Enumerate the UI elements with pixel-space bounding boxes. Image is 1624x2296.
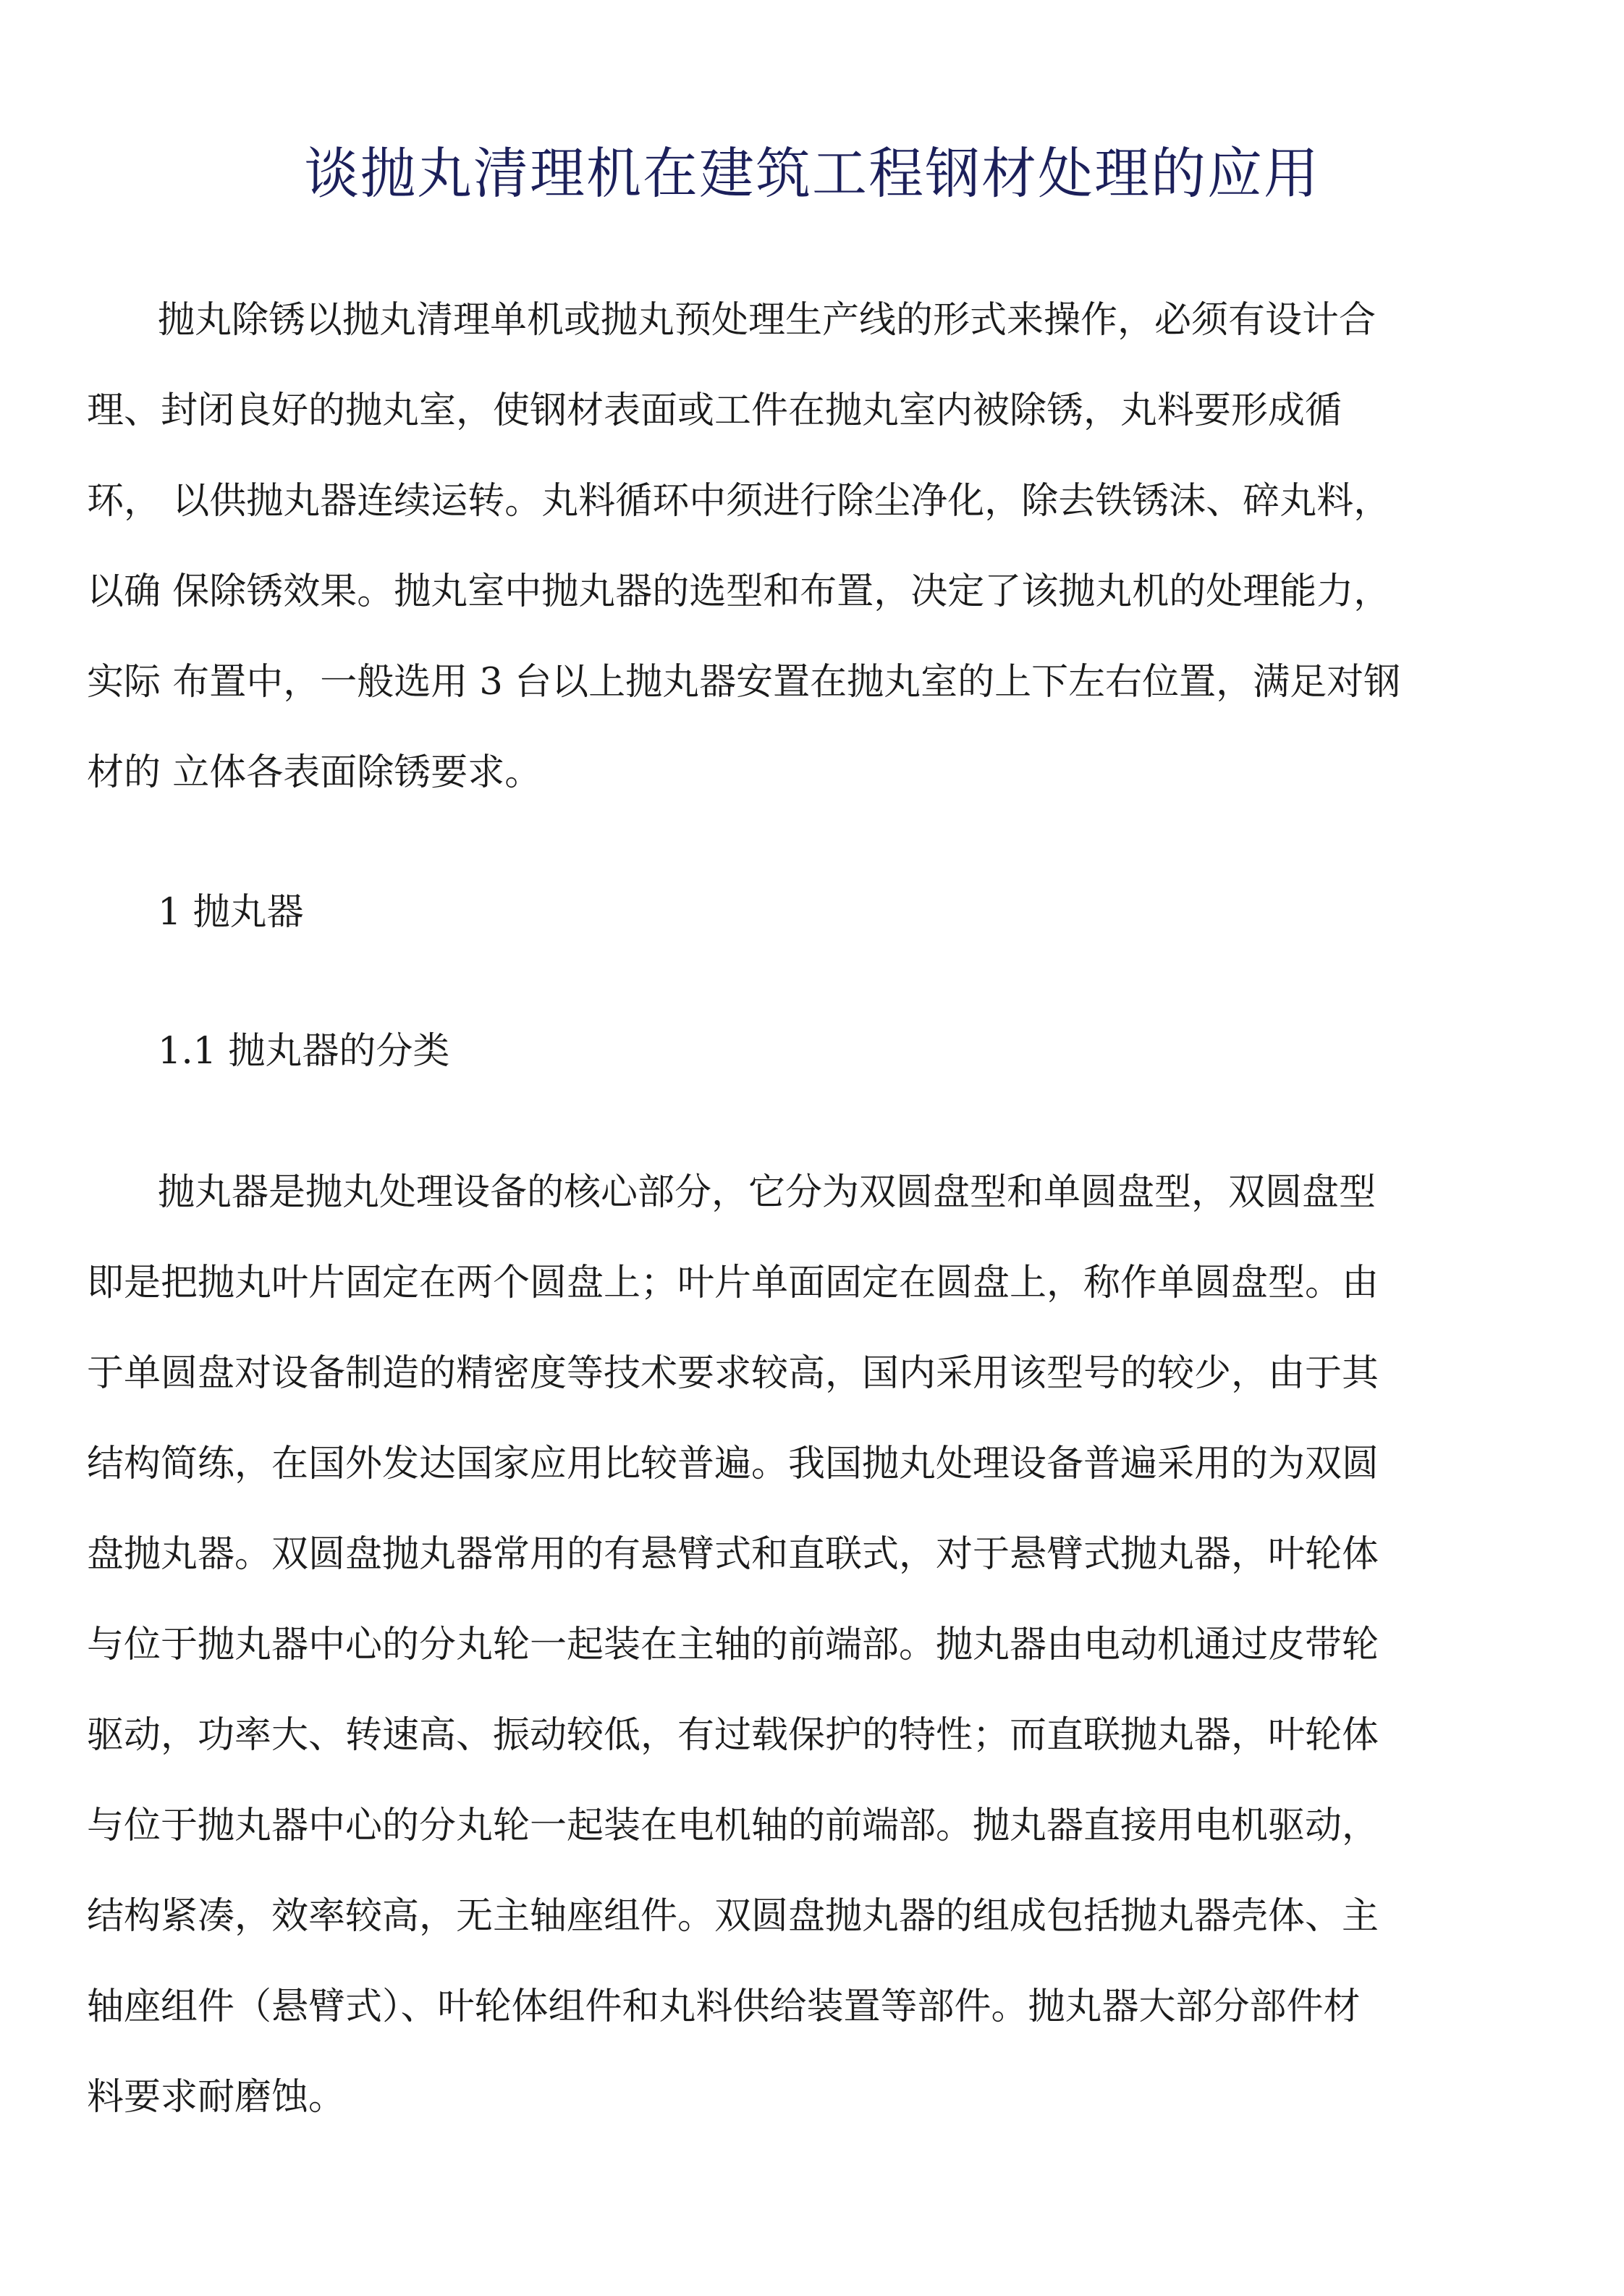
- paragraph-2-line-3: 于单圆盘对设备制造的精密度等技术要求较高，国内采用该型号的较少，由于其: [87, 1352, 1379, 1395]
- paragraph-2-line-7: 驱动，功率大、转速高、振动较低，有过载保护的特性；而直联抛丸器，叶轮体: [87, 1714, 1379, 1757]
- paragraph-2-line-9: 结构紧凑，效率较高，无主轴座组件。双圆盘抛丸器的组成包括抛丸器壳体、主: [87, 1895, 1379, 1938]
- section-heading-1-1: 1.1 抛丸器的分类: [158, 1030, 450, 1073]
- paragraph-1-line-4: 以确 保除锈效果。抛丸室中抛丸器的选型和布置，决定了该抛丸机的处理能力，: [87, 570, 1391, 613]
- paragraph-1-line-5: 实际 布置中，一般选用 3 台以上抛丸器安置在抛丸室的上下左右位置，满足对钢: [87, 661, 1401, 704]
- paragraph-2-line-1: 抛丸器是抛丸处理设备的核心部分，它分为双圆盘型和单圆盘型，双圆盘型: [158, 1171, 1376, 1214]
- paragraph-2-line-2: 即是把抛丸叶片固定在两个圆盘上；叶片单面固定在圆盘上，称作单圆盘型。由: [87, 1262, 1379, 1304]
- paragraph-2-line-4: 结构简练，在国外发达国家应用比较普遍。我国抛丸处理设备普遍采用的为双圆: [87, 1443, 1379, 1485]
- paragraph-1-line-6: 材的 立体各表面除锈要求。: [87, 751, 542, 794]
- paragraph-2-line-5: 盘抛丸器。双圆盘抛丸器常用的有悬臂式和直联式，对于悬臂式抛丸器，叶轮体: [87, 1533, 1379, 1576]
- paragraph-2-line-10: 轴座组件（悬臂式）、叶轮体组件和丸料供给装置等部件。抛丸器大部分部件材: [87, 1985, 1361, 2028]
- paragraph-2-line-6: 与位于抛丸器中心的分丸轮一起装在主轴的前端部。抛丸器由电动机通过皮带轮: [87, 1624, 1379, 1666]
- paragraph-1-line-1: 抛丸除锈以抛丸清理单机或抛丸预处理生产线的形式来操作，必须有设计合: [158, 299, 1376, 342]
- section-heading-1: 1 抛丸器: [158, 891, 304, 934]
- paragraph-2-line-11: 料要求耐磨蚀。: [87, 2076, 346, 2119]
- document-title: 谈抛丸清理机在建筑工程钢材处理的应用: [304, 141, 1320, 206]
- paragraph-1-line-2: 理、封闭良好的抛丸室，使钢材表面或工件在抛丸室内被除锈，丸料要形成循: [87, 389, 1342, 432]
- paragraph-1-line-3: 环， 以供抛丸器连续运转。丸料循环中须进行除尘净化，除去铁锈沫、碎丸料，: [87, 480, 1391, 523]
- paragraph-2-line-8: 与位于抛丸器中心的分丸轮一起装在电机轴的前端部。抛丸器直接用电机驱动，: [87, 1805, 1379, 1847]
